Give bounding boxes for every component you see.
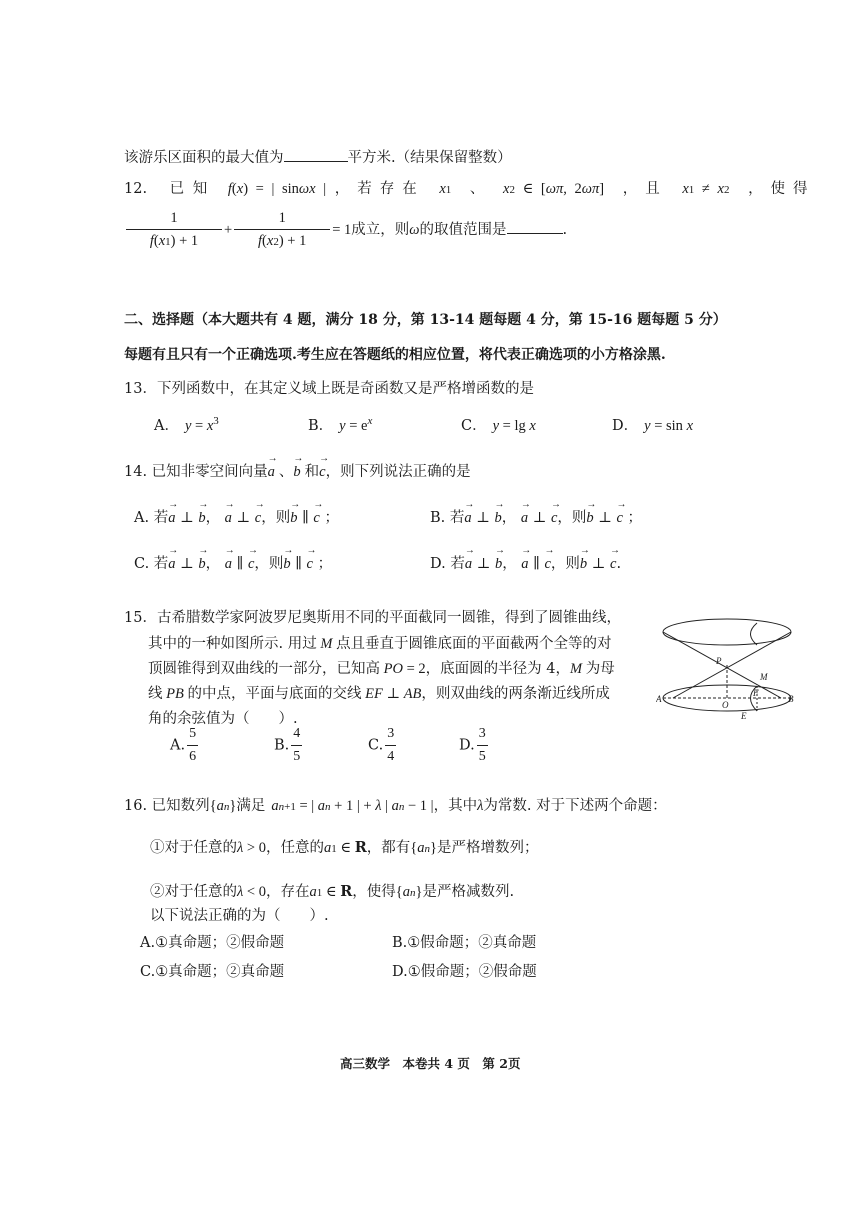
q15-line1: 15．古希腊数学家阿波罗尼奥斯用不同的平面截同一圆锥，得到了圆锥曲线， [124, 610, 621, 626]
q15-option-a[interactable]: A. $\frac{5}{6}$ [170, 723, 200, 768]
q13-stem: 13．下列函数中，在其定义域上既是奇函数又是严格增函数的是 [124, 381, 534, 397]
q16-stem: 16. 已知数列{an}满足 an+1 = | an + 1 | + λ | an − 1 |，其中λ为常数. 对于下述两个命题： [124, 798, 667, 814]
q14-option-d[interactable]: D. 若→ a ⊥ → b， → a ∥ → c，则→ b ⊥ → c. [430, 552, 621, 573]
q16-proposition-1: ①对于任意的λ > 0，任意的a1 ∈ R，都有{an}是严格增数列； [150, 839, 539, 856]
q13-option-c[interactable]: C． y = lg x [461, 418, 536, 434]
q15-option-b[interactable]: B. $\frac{4}{5}$ [274, 723, 304, 768]
q12-end: ，使得 [748, 181, 816, 197]
q16-proposition-2: ②对于任意的λ < 0，存在a1 ∈ R，使得{an}是严格减数列. [150, 883, 515, 900]
q16-option-a[interactable]: A.①真命题；②假命题 [140, 935, 285, 951]
q11-tail [124, 146, 512, 167]
q12-and: ，且 [622, 181, 668, 197]
section2-heading: 二、选择题（本大题共有 4 题，满分 18 分，第 13-14 题每题 4 分，第 15-16 题每题 5 分） [124, 312, 727, 328]
cone-edge-right [673, 632, 791, 698]
q12-suffix: 成立，则 [351, 222, 410, 238]
q12-function-def: f [227, 181, 232, 197]
q15-line5: 角的余弦值为（ ）. [148, 711, 298, 727]
q13-option-d[interactable]: D． y = sin x [612, 418, 693, 434]
q12-omega: ω [409, 222, 420, 238]
label-A: A [656, 694, 662, 704]
q12-line1: 12. 已 知 f(x) = | sinωx | ，若存在 x1 、 x2 ∈ [ωπ, 2ωπ] ，且 x1 ≠ x2 ，使得 [124, 181, 816, 197]
q12-cond: ，若存在 [334, 181, 425, 197]
q11-text-after: 平方米.（结果保留整数） [347, 150, 512, 166]
label-O: O [722, 700, 729, 710]
q14-option-b[interactable]: B. 若→ a ⊥ → b， → a ⊥ → c，则→ b ⊥ → c ； [430, 506, 642, 527]
q16-option-c[interactable]: C.①真命题；②真命题 [140, 964, 285, 980]
q14-stem: 14. 已知非零空间向量→ a 、→ b 和→ c，则下列说法正确的是 [124, 460, 471, 481]
label-P: P [716, 656, 722, 666]
q16-option-b[interactable]: B.①假命题；②真命题 [392, 935, 537, 951]
q15-line3: 顶圆锥得到双曲线的一部分，已知高 PO = 2，底面圆的半径为 4，M 为母 [148, 661, 615, 677]
q12-fraction-2: $\frac{1}{f(x2) + 1}$ [234, 207, 330, 253]
q12-x1: x [439, 181, 446, 197]
q14-option-a[interactable]: A. 若→ a ⊥ → b， → a ⊥ → c，则→ b ∥ → c ； [134, 506, 339, 527]
q16-ask: 以下说法正确的为（ ）. [150, 908, 329, 924]
q11-answer-blank[interactable] [284, 161, 348, 162]
section2-instruction: 每题有且只有一个正确选项.考生应在答题纸的相应位置，将代表正确选项的小方格涂黑. [124, 347, 666, 363]
q12-answer-blank[interactable] [507, 233, 563, 234]
q15-option-c[interactable]: C. $\frac{3}{4}$ [368, 723, 398, 768]
q12-comma: 、 [469, 181, 485, 197]
label-M: M [760, 672, 768, 682]
q12-range-text: 的取值范围是 [419, 222, 507, 238]
q12-x2-interval: x [503, 181, 510, 197]
q12-intro: 已 知 [169, 181, 208, 197]
q14-option-c[interactable]: C. 若→ a ⊥ → b， → a ∥ → c，则→ b ∥ → c ； [134, 552, 332, 573]
q12-x-neq: x [682, 181, 689, 197]
q12-period: . [562, 222, 568, 238]
q13-option-a[interactable]: A． $y = x^3$ [154, 415, 219, 434]
upper-hyperbola [751, 623, 758, 645]
page-footer: 高三数学 本卷共 4 页 第 2页 [340, 1056, 521, 1071]
q12-number: 12. [124, 181, 148, 197]
q15-cone-figure [656, 612, 798, 722]
cone-edge-left [663, 632, 781, 698]
q12-line2: $\frac{1}{f(x1) + 1}$ + $\frac{1}{f(x2) + 1}$ = 1成立，则ω的取值范围是 . [124, 207, 567, 253]
q11-text-before: 该游乐区面积的最大值为 [124, 150, 284, 166]
label-B: B [788, 694, 794, 704]
q15-option-d[interactable]: D. $\frac{3}{5}$ [459, 723, 490, 768]
q12-fraction-1: $\frac{1}{f(x1) + 1}$ [126, 207, 222, 253]
q15-line2: 其中的一种如图所示. 用过 M 点且垂直于圆锥底面的平面截两个全等的对 [148, 636, 612, 652]
top-ellipse [663, 619, 791, 645]
q13-option-b[interactable]: B． $y = e^x$ [308, 415, 373, 434]
q15-line4: 线 PB 的中点，平面与底面的交线 EF ⊥ AB，则双曲线的两条渐近线所成 [148, 686, 610, 702]
label-F: F [753, 688, 759, 698]
q16-option-d[interactable]: D.①假命题；②假命题 [392, 964, 537, 980]
label-E: E [741, 711, 747, 721]
